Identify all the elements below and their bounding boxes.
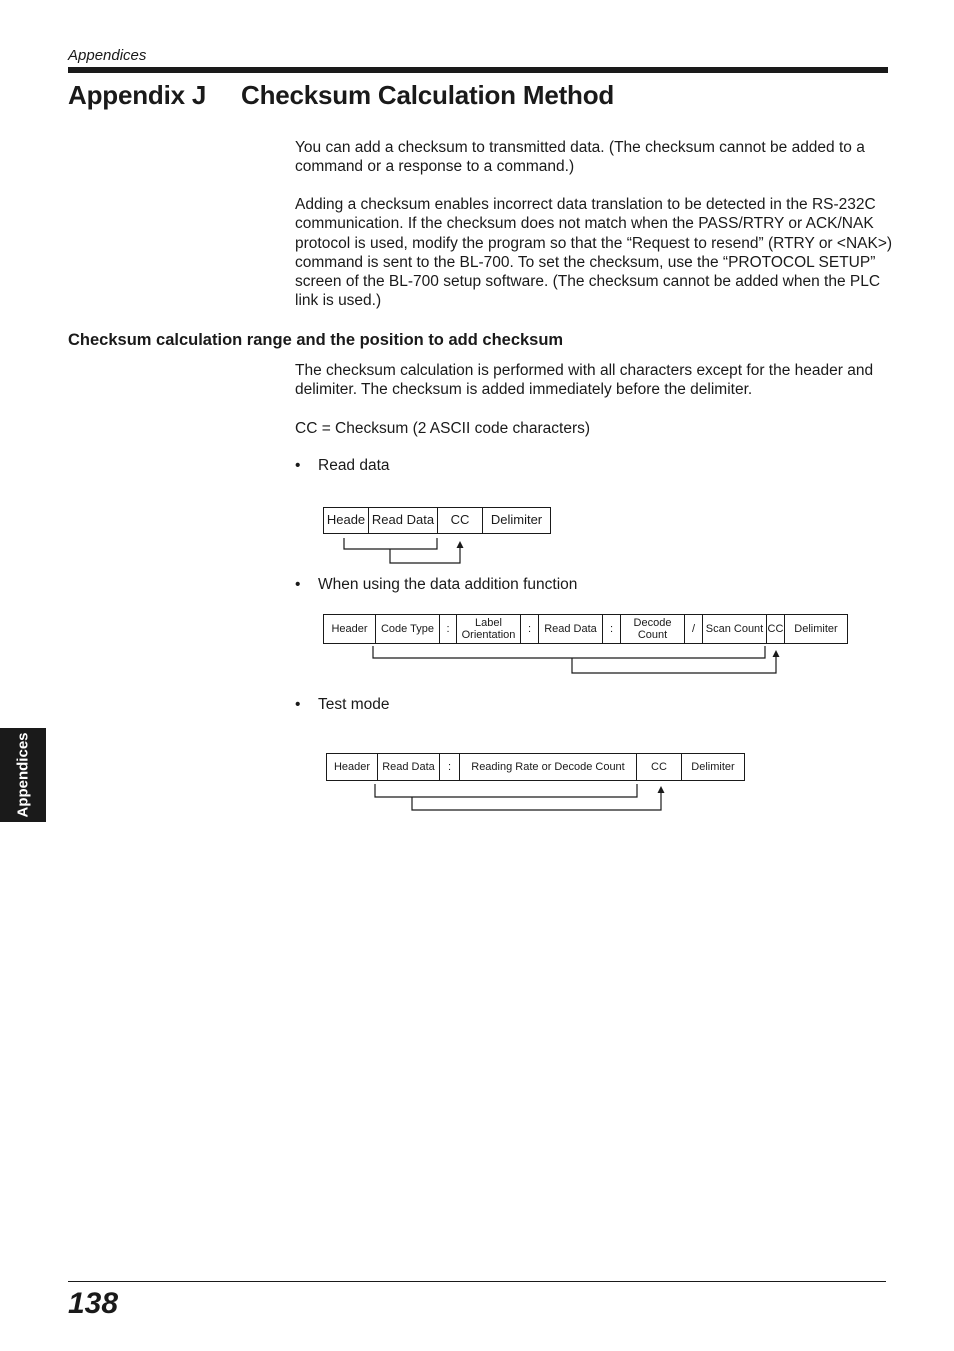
field-delimiter: Delimiter <box>490 512 543 528</box>
field-separator: : <box>440 754 460 780</box>
field-label-orientation: Label Orientation <box>457 615 521 643</box>
test-mode-format-diagram <box>326 753 745 781</box>
section-heading: Checksum calculation range and the position to add checksum <box>68 331 564 349</box>
field-separator: : <box>521 615 539 643</box>
field-read-data: Read Data <box>369 508 438 533</box>
data-addition-format-diagram <box>323 614 848 644</box>
bullet-read-data <box>295 457 390 475</box>
page-title <box>68 80 614 111</box>
appendices-side-tab <box>0 728 46 822</box>
cc-definition: CC = Checksum (2 ASCII code characters) <box>295 420 591 437</box>
field-header: Header <box>324 615 376 643</box>
appendix-title: Checksum Calculation Method <box>241 80 615 110</box>
page-number: 138 <box>68 1287 119 1320</box>
range-paragraph: The checksum calculation is performed with all characters except for the header and delimiter. The checksum is added immediately before the delimiter. <box>295 362 874 399</box>
field-cc: CC <box>637 754 682 780</box>
intro-paragraph-2: Adding a checksum enables incorrect data translation to be detected in the RS-232C communication. If the checksum does not match when the PASS/RTRY or ACK/NAK protocol is used, modify the program so that the “Request to resend” (RTRY or <NAK>) command is sent to the BL-700. To set the checksum, use the “PROTOCOL SETUP” screen of the BL-700 setup software. (The checksum cannot be added when the PLC link is used.) <box>295 196 893 310</box>
field-header: Header <box>327 754 378 780</box>
field-read-data: Read Data <box>539 615 603 643</box>
appendix-label: Appendix J <box>68 80 207 110</box>
field-code-type: Code Type <box>376 615 440 643</box>
field-scan-count: Scan Count <box>703 615 767 643</box>
bullet-label: Read data <box>318 457 390 474</box>
header-rule <box>68 67 888 73</box>
read-data-format-diagram <box>323 507 551 534</box>
field-decode-count: Decode Count <box>621 615 685 643</box>
field-cc: CC <box>767 615 785 643</box>
bullet-label: When using the data addition function <box>318 576 578 593</box>
field-cc: CC <box>438 508 483 533</box>
field-read-data: Read Data <box>378 754 440 780</box>
checksum-range-bracket-test <box>372 784 668 814</box>
bullet-test-mode <box>295 696 390 714</box>
checksum-range-bracket-addition <box>370 646 782 676</box>
side-tab-label: Appendices <box>14 732 32 818</box>
field-separator: / <box>685 615 703 643</box>
field-reading-rate: Reading Rate or Decode Count <box>460 754 637 780</box>
bullet-data-addition <box>295 576 577 594</box>
bullet-dot: • <box>295 576 301 593</box>
bullet-dot: • <box>295 696 301 713</box>
running-header: Appendices <box>68 47 147 64</box>
bullet-label: Test mode <box>318 696 390 713</box>
bullet-dot: • <box>295 457 301 474</box>
field-separator: : <box>603 615 621 643</box>
field-header: Heade <box>324 508 369 533</box>
intro-paragraph-1: You can add a checksum to transmitted data. (The checksum cannot be added to a command or a response to a command.) <box>295 139 865 176</box>
field-separator: : <box>440 615 457 643</box>
field-delimiter: Delimiter <box>794 622 838 635</box>
checksum-range-bracket-read <box>340 538 470 568</box>
footer-rule <box>68 1281 886 1282</box>
field-delimiter: Delimiter <box>691 760 735 773</box>
